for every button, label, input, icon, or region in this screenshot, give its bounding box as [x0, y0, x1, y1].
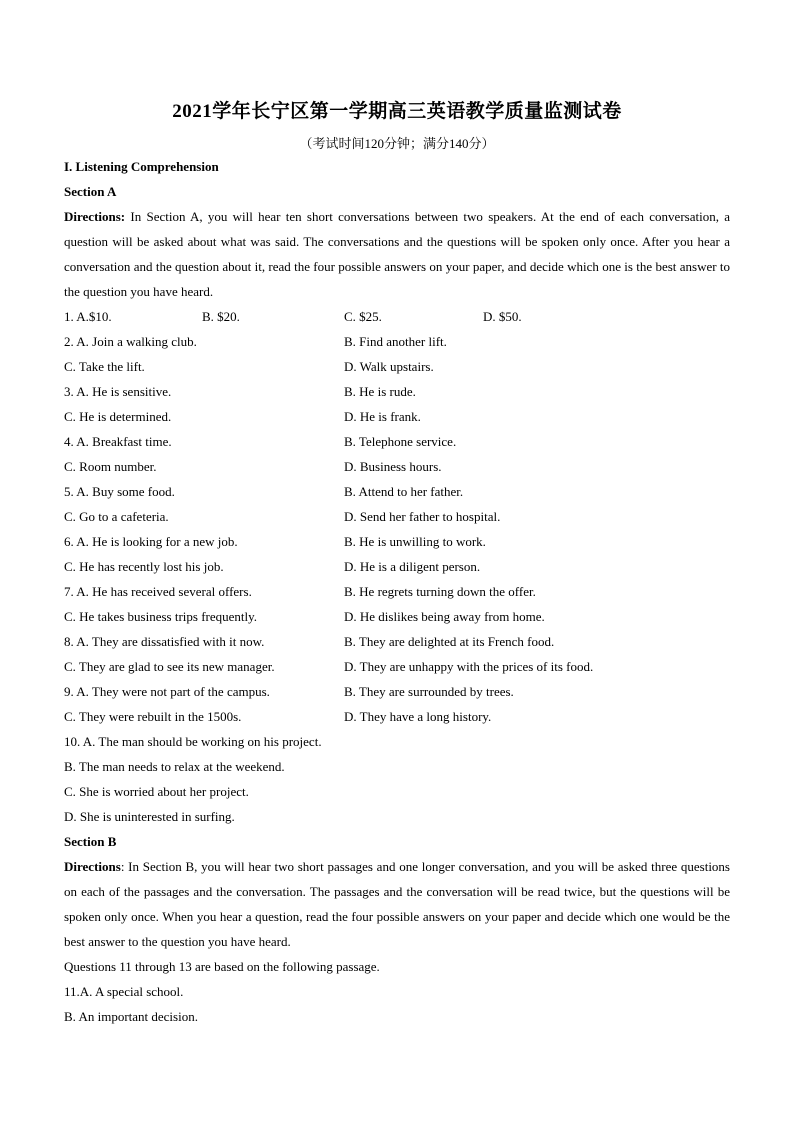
option-row — [64, 679, 730, 704]
option: C. She is worried about her project. — [64, 784, 249, 799]
directions-text: : In Section B, you will hear two short passages and one longer conversation, and you will be asked three questions on each of the passages and the conversation. The passages and the conversation will be read twice, but the questions will be spoken only once. When you hear a question, read the four possible answers on your paper and decide which one would be the best answer to the question you have heard. — [64, 859, 730, 949]
option: B. They are surrounded by trees. — [344, 684, 514, 699]
option: B. $20. — [202, 309, 240, 324]
section-b-heading: Section B — [64, 834, 117, 849]
option: 5. A. Buy some food. — [64, 484, 175, 499]
option: B. An important decision. — [64, 1009, 198, 1024]
option: B. He is rude. — [344, 384, 416, 399]
option: D. He is a diligent person. — [344, 559, 481, 574]
option: C. $25. — [344, 309, 382, 324]
option-row — [64, 454, 730, 479]
section-a-heading: Section A — [64, 184, 117, 199]
section-b-directions — [64, 854, 730, 954]
option: 9. A. They were not part of the campus. — [64, 684, 270, 699]
option: C. Go to a cafeteria. — [64, 509, 169, 524]
option-row — [64, 404, 730, 429]
option: 6. A. He is looking for a new job. — [64, 534, 238, 549]
part-heading: I. Listening Comprehension — [64, 159, 219, 174]
option-row — [64, 504, 730, 529]
option-row — [64, 329, 730, 354]
option: C. He is determined. — [64, 409, 172, 424]
option: B. Attend to her father. — [344, 484, 464, 499]
option: 11.A. A special school. — [64, 984, 184, 999]
exam-content — [64, 154, 730, 1029]
option: C. They are glad to see its new manager. — [64, 659, 275, 674]
passage-intro: Questions 11 through 13 are based on the following passage. — [64, 959, 380, 974]
option: D. Send her father to hospital. — [344, 509, 501, 524]
option-row — [64, 479, 730, 504]
option: B. Find another lift. — [344, 334, 447, 349]
option: B. Telephone service. — [344, 434, 457, 449]
directions-text: In Section A, you will hear ten short conversations between two speakers. At the end of each conversation, a question will be asked about what was said. The conversations and the questions will be spoken only once. After you hear a conversation and the question about it, read the four possible answers on your paper, and decide which one is the best answer to the question you have heard. — [64, 209, 730, 299]
section-a-directions — [64, 204, 730, 304]
option: C. He takes business trips frequently. — [64, 609, 258, 624]
option-row — [64, 379, 730, 404]
option: C. They were rebuilt in the 1500s. — [64, 709, 242, 724]
directions-label: Directions — [64, 859, 121, 874]
option: 2. A. Join a walking club. — [64, 334, 197, 349]
option: D. He is frank. — [344, 409, 421, 424]
option: D. Walk upstairs. — [344, 359, 434, 374]
option: D. $50. — [483, 309, 522, 324]
option: 7. A. He has received several offers. — [64, 584, 252, 599]
option-row — [64, 654, 730, 679]
option: B. He is unwilling to work. — [344, 534, 486, 549]
option-row — [64, 704, 730, 729]
option: D. They have a long history. — [344, 709, 492, 724]
option: D. She is uninterested in surfing. — [64, 809, 235, 824]
option: C. Take the lift. — [64, 359, 145, 374]
question-1 — [64, 304, 730, 329]
directions-label: Directions: — [64, 209, 126, 224]
option: 3. A. He is sensitive. — [64, 384, 172, 399]
option: B. He regrets turning down the offer. — [344, 584, 536, 599]
option: B. They are delighted at its French food. — [344, 634, 555, 649]
option: 10. A. The man should be working on his project. — [64, 734, 322, 749]
exam-info: （考试时间120分钟；满分140分） — [299, 136, 495, 151]
option: 8. A. They are dissatisfied with it now. — [64, 634, 265, 649]
option-row — [64, 529, 730, 554]
option-row — [64, 429, 730, 454]
option: D. He dislikes being away from home. — [344, 609, 545, 624]
option: D. They are unhappy with the prices of its food. — [344, 659, 594, 674]
option-row — [64, 604, 730, 629]
option: 1. A.$10. — [64, 309, 112, 324]
option-row — [64, 629, 730, 654]
option: 4. A. Breakfast time. — [64, 434, 172, 449]
option: C. He has recently lost his job. — [64, 559, 224, 574]
page-title: 2021学年长宁区第一学期高三英语教学质量监测试卷 — [172, 101, 622, 122]
option-row — [64, 579, 730, 604]
option: D. Business hours. — [344, 459, 442, 474]
option: B. The man needs to relax at the weekend. — [64, 759, 285, 774]
option: C. Room number. — [64, 459, 157, 474]
option-row — [64, 554, 730, 579]
option-row — [64, 354, 730, 379]
